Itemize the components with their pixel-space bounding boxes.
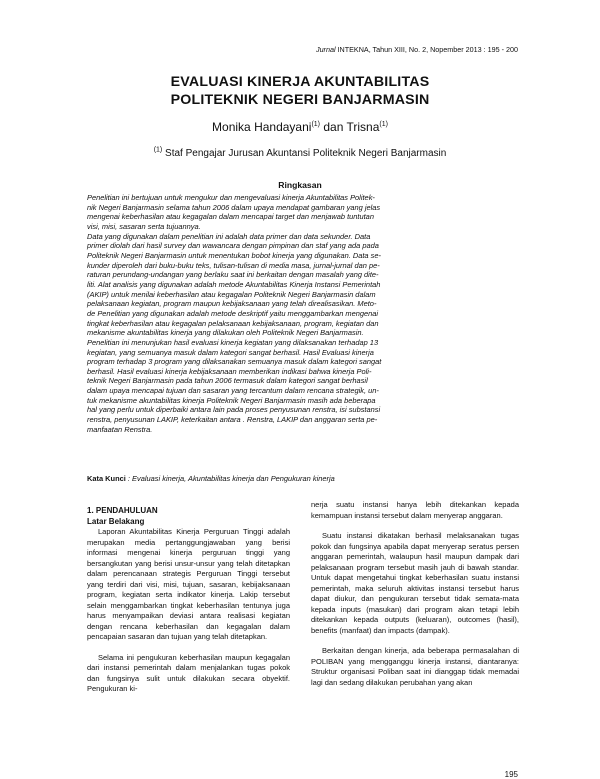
abstract-line: mengenai keberhasilan atau kegagalan dalam mencapai target dan menjawab tuntutan xyxy=(87,212,374,222)
journal-label: Jurnal xyxy=(315,45,336,54)
subsection-heading: Latar Belakang xyxy=(87,516,145,526)
affiliation xyxy=(0,148,600,159)
abstract-line: primer diolah dari hasil survey dan wawancara dengan pimpinan dan staf yang ada pada xyxy=(87,241,379,251)
body-paragraph: Suatu instansi dikatakan berhasil melaksanakan tugas pokok dan fungsinya apabila dapat menyerap seratus persen anggaran pemerintah, walaupun hasil maupun dampak dari pelaksanaan program tersebut masih jauh di bawah standar. Untuk dapat mengetahui tingkat keberhasilan suatu instansi pemerintah, maka seluruh aktivitas instansi tersebut harus dapat diukur, dan pengukuran tersebut tidak semata-mata kepada inputs (masukan) dari program akan tetapi lebih ditekankan kepada outputs (keluaran), outcomes (hasil), benefits (manfaat) dan impacts (dampak). xyxy=(311,531,519,635)
body-paragraph: Selama ini pengukuran keberhasilan maupun kegagalan dari instansi pemerintah dalam menjalankan tugas pokok dan fungsinya sulit untuk dilakukan secara obyektif. Pengukuran ki- xyxy=(87,652,290,693)
right-column xyxy=(311,500,519,688)
abstract-line: program terhadap 3 program yang dilaksanakan semuanya masuk dalam kategori sangat xyxy=(87,357,382,367)
paragraph-gap xyxy=(311,636,519,646)
affiliation-mark: (1) xyxy=(153,146,163,154)
author-1: Monika Handayani xyxy=(212,120,312,134)
abstract-line: liti. Alat analisis yang digunakan adalah metode Akuntabilitas Kinerja Instansi Pemerintah xyxy=(87,279,381,289)
abstract-line: Penelitian ini bertujuan untuk mengukur dan mengevaluasi kinerja Akuntabilitas Politek- xyxy=(87,193,375,202)
abstract-line: teknik Negeri Banjarmasin pada tahun 2006 termasuk dalam kategori sangat berhasil xyxy=(87,376,368,386)
section-heading: 1. PENDAHULUAN xyxy=(87,506,158,515)
abstract-line: Politeknik Negeri Banjarmasin untuk menentukan bobot kinerja yang digunakan. Data se- xyxy=(87,250,381,260)
affiliation-text: Staf Pengajar Jurusan Akuntansi Politeknik Negeri Banjarmasin xyxy=(162,148,447,159)
abstract-line: Data yang digunakan dalam penelitian ini adalah data primer dan data sekunder. Data xyxy=(87,231,371,241)
left-column xyxy=(87,506,290,695)
abstract-line: tuk mekanisme akuntabilitas kinerja Politeknik Negeri Banjarmasin masih ada beberapa xyxy=(87,395,376,405)
author-2-affil-mark: (1) xyxy=(379,121,388,128)
abstract-body xyxy=(87,193,517,434)
abstract-heading: Ringkasan xyxy=(278,180,322,190)
abstract-line: dalam upaya mencapai tujuan dan sasaran yang tercantum dalam rencana strategik, un- xyxy=(87,386,379,396)
abstract-line: hal yang perlu untuk diperbaiki antara lain pada proses penyusunan renstra, isi substansi xyxy=(87,405,381,415)
journal-issue: INTEKNA, Tahun XIII, No. 2, Nopember 2013 : 195 - 200 xyxy=(335,45,518,54)
paragraph-gap xyxy=(311,521,519,531)
abstract-line: manfaatan Renstra. xyxy=(87,424,153,434)
paper-title-line-2: POLITEKNIK NEGERI BANJARMASIN xyxy=(170,92,430,108)
body-paragraph: nerja suatu instansi hanya lebih ditekankan kepada kemampuan instansi tersebut dalam menyerap anggaran. xyxy=(311,500,519,520)
body-paragraph: Berkaitan dengan kinerja, ada beberapa permasalahan di POLIBAN yang mengganggu kinerja instansi, diantaranya: Struktur organisasi Poliban saat ini dianggap tidak memadai lagi dan sedang dilakukan perubahan yang akan xyxy=(311,646,519,687)
author-2: dan Trisna xyxy=(320,120,380,134)
body-paragraph: Laporan Akuntabilitas Kinerja Perguruan Tinggi adalah merupakan media pertanggungjawaban yang berisi informasi mengenai kinerja perguruan tinggi yang bersangkutan yang berisi unsur-unsur yang telah ditetapkan dalam perencanaan strategis Perguruan Tinggi tersebut yang terdiri dari visi, misi, tujuan, sasaran, kebijaksanaan program, kegiatan serta indikator kinerja. Lakip tersebut selain menggambarkan tingkat keberhasilan tentunya juga harus menyampaikan deviasi antara realisasi kegiatan dengan rencana keberhasilan dan kegagalan dalam pencapaian sasaran dan tujuan yang telah ditetapkan. xyxy=(87,527,290,641)
abstract-line: renstra, penyusunan LAKIP, keterkaitan antara . Renstra, LAKIP dan anggaran serta pe- xyxy=(87,415,378,425)
page-number: 195 xyxy=(504,770,518,779)
abstract-line: mekanisme akuntabilitas kinerja yang dilakukan oleh Politeknik Negeri Banjarmasin. xyxy=(87,328,364,338)
author-1-affil-mark: (1) xyxy=(311,121,321,128)
keywords xyxy=(87,474,517,484)
abstract-line: pelaksanaan kegiatan, program maupun kebijaksanaan yang telah direalisasikan. Meto- xyxy=(87,299,377,309)
abstract-line: visi, misi, sasaran serta tujuannya. xyxy=(87,221,201,231)
abstract-line: berhasil. Hasil evaluasi kinerja kebijaksanaan memberikan indikasi bahwa kinerja Poli- xyxy=(87,366,372,376)
abstract-line: (AKIP) untuk menilai keberhasilan atau kegagalan Politeknik Negeri Banjarmasin dalam xyxy=(87,289,376,299)
paragraph-gap xyxy=(87,643,290,653)
abstract-line: tingkat keberhasilan atau kegagalan pelaksanaan kebijaksanaan, program, kegiatan dan xyxy=(87,318,379,328)
abstract-line: raturan perundang-undangan yang berlaku saat ini berkaitan dengan masalah yang dite- xyxy=(87,270,379,280)
abstract-line: Penelitian ini menunjukan hasil evaluasi kinerja kegiatan yang dilaksanakan terhadap 13 xyxy=(87,337,379,347)
paper-title-line-1: EVALUASI KINERJA AKUNTABILITAS xyxy=(170,74,430,90)
running-header xyxy=(316,45,518,54)
abstract-line: nik Negeri Banjarmasin selama tahun 2006 dalam upaya mendapat gambaran yang jelas xyxy=(87,202,381,212)
abstract-line: kegiatan, yang semuanya masuk dalam kategori sangat berhasil. Hasil Evaluasi kinerja xyxy=(87,347,374,357)
abstract-line: de Penelitian yang digunakan adalah metode deskriptif yaitu menggambarkan mengenai xyxy=(87,308,379,318)
keywords-text: : Evaluasi kinerja, Akuntabilitas kinerja dan Pengukuran kinerja xyxy=(125,474,335,483)
abstract-line: kunder diperoleh dari buku-buku teks, tulisan-tulisan di media masa, jurnal-jurnal dan pe- xyxy=(87,260,380,270)
keywords-label: Kata Kunci xyxy=(87,474,126,483)
author-line xyxy=(0,120,600,134)
